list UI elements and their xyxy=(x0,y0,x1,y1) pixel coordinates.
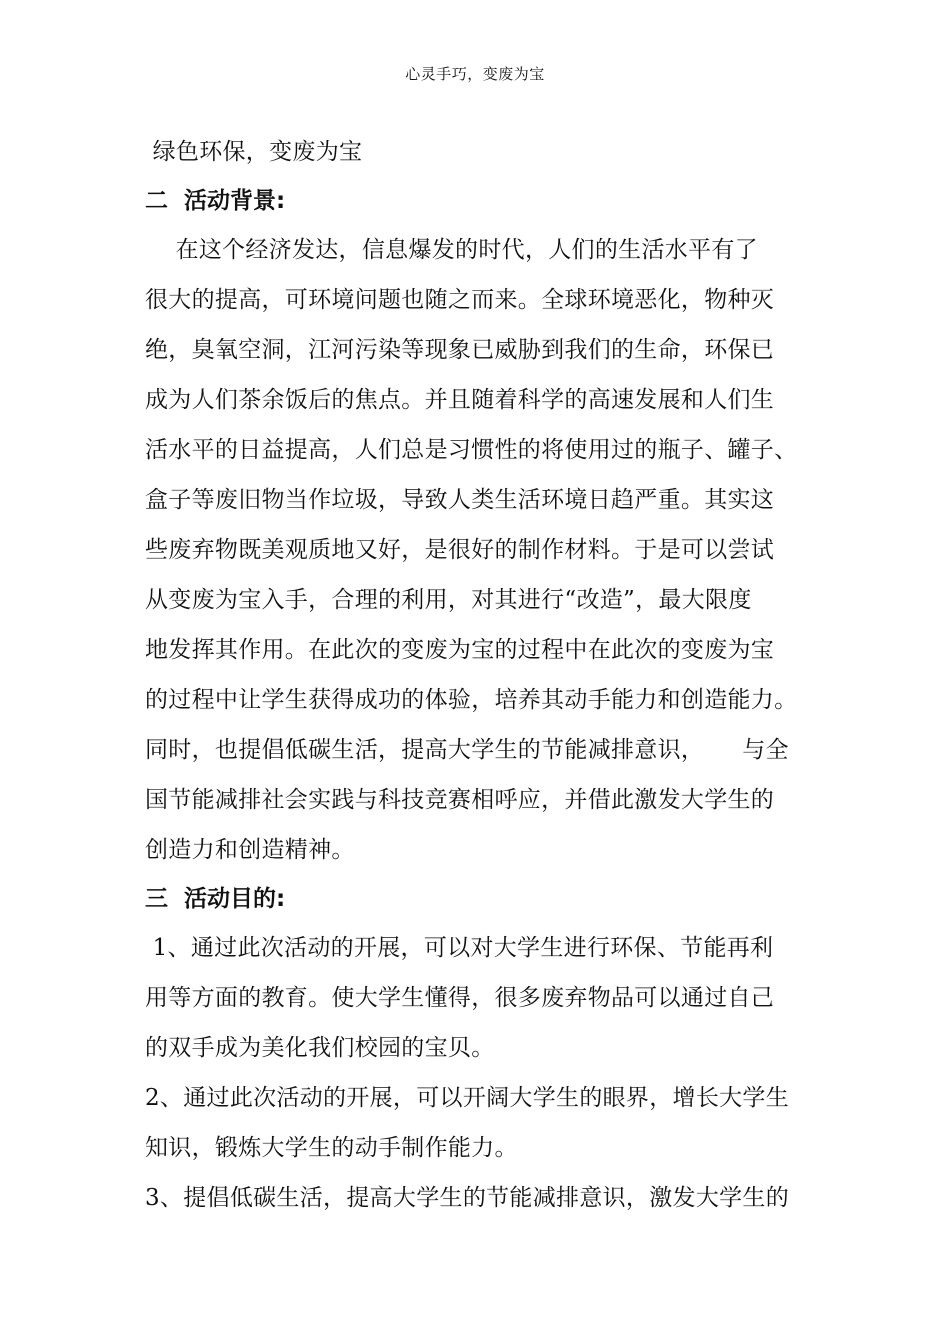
paragraph-line: 成为人们茶余饭后的焦点。并且随着科学的高速发展和人们生 xyxy=(145,387,775,413)
paragraph-line: 从变废为宝入手，合理的利用，对其进行“改造”，最大限度 xyxy=(145,587,752,613)
purpose-line: 3、提倡低碳生活，提高大学生的节能减排意识，激发大学生的 xyxy=(145,1185,790,1211)
paragraph-line: 同时，也提倡低碳生活，提高大学生的节能减排意识， 与全 xyxy=(145,737,789,763)
paragraph-line: 些废弃物既美观质地又好，是很好的制作材料。于是可以尝试 xyxy=(145,537,775,563)
paragraph-line: 绝，臭氧空洞，江河污染等现象已威胁到我们的生命，环保已 xyxy=(145,337,775,363)
paragraph-line: 的过程中让学生获得成功的体验，培养其动手能力和创造能力。 xyxy=(145,687,798,713)
paragraph-line: 国节能减排社会实践与科技竞赛相呼应，并借此激发大学生的 xyxy=(145,787,775,813)
section-heading-background: 二 活动背景: xyxy=(145,188,286,214)
paragraph-line: 活水平的日益提高，人们总是习惯性的将使用过的瓶子、罐子、 xyxy=(145,437,798,463)
page-header: 心灵手巧，变废为宝 xyxy=(405,65,545,83)
purpose-line: 2、通过此次活动的开展，可以开阔大学生的眼界，增长大学生 xyxy=(145,1085,790,1111)
section-heading-purpose: 三 活动目的: xyxy=(145,886,286,912)
purpose-line: 1、通过此次活动的开展，可以对大学生进行环保、节能再利 xyxy=(145,935,774,961)
purpose-line: 的双手成为美化我们校园的宝贝。 xyxy=(145,1035,495,1061)
purpose-line: 知识，锻炼大学生的动手制作能力。 xyxy=(145,1135,518,1161)
paragraph-line: 盒子等废旧物当作垃圾，导致人类生活环境日趋严重。其实这 xyxy=(145,487,775,513)
paragraph-line: 在这个经济发达，信息爆发的时代，人们的生活水平有了 xyxy=(145,237,758,263)
paragraph-line: 创造力和创造精神。 xyxy=(145,837,355,863)
theme-line: 绿色环保，变废为宝 xyxy=(145,139,363,165)
paragraph-line: 很大的提高，可环境问题也随之而来。全球环境恶化，物种灭 xyxy=(145,287,775,313)
paragraph-line: 地发挥其作用。在此次的变废为宝的过程中在此次的变废为宝 xyxy=(145,637,775,663)
purpose-line: 用等方面的教育。使大学生懂得，很多废弃物品可以通过自己 xyxy=(145,985,775,1011)
